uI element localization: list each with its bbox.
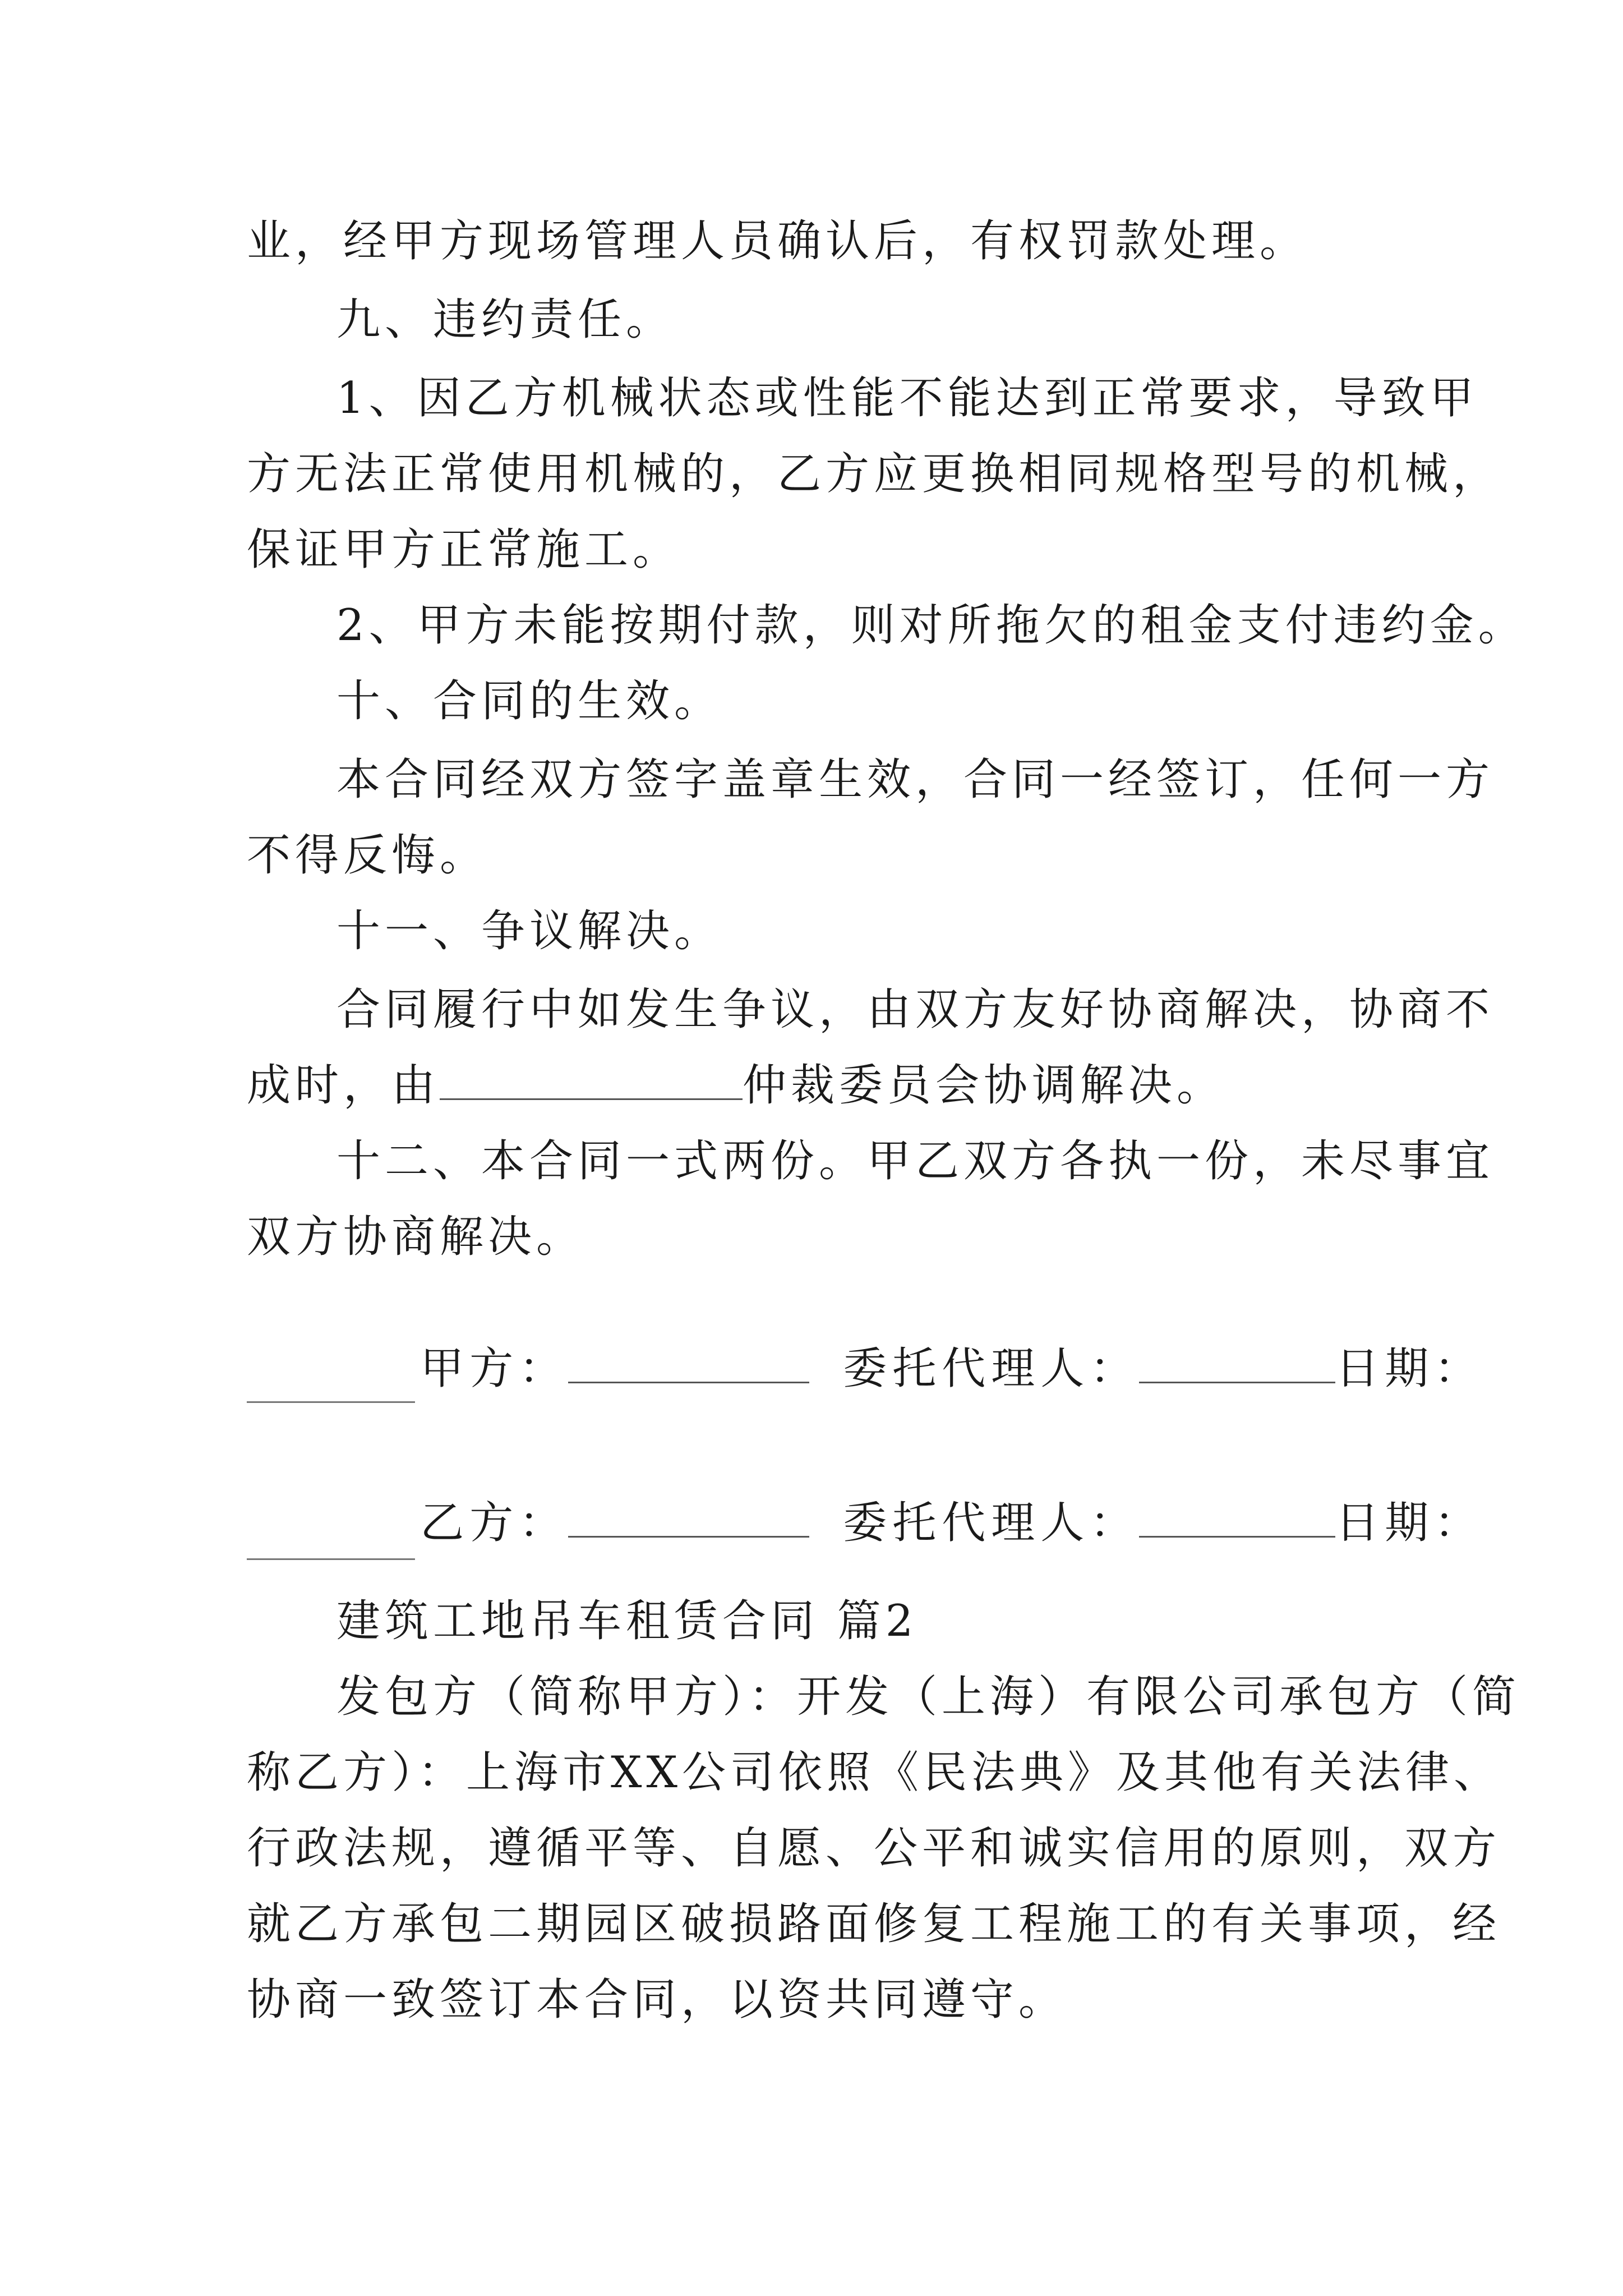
paragraph-line: 协商一致签订本合同，以资共同遵守。: [247, 1975, 1067, 2025]
paragraph-line: 双方协商解决。: [247, 1212, 585, 1262]
text-segment: 仲裁委员会协调解决。: [743, 1060, 1225, 1111]
paragraph-line: 2、甲方未能按期付款，则对所拖欠的租金支付违约金。: [336, 600, 1527, 651]
section-heading: 十、合同的生效。: [336, 676, 723, 726]
paragraph-line: 行政法规，遵循平等、自愿、公平和诚实信用的原则，双方: [247, 1823, 1501, 1874]
text-segment: 成时，由: [247, 1060, 440, 1111]
party-label: 乙方：: [420, 1498, 569, 1548]
party-blank: [568, 1342, 809, 1383]
party-blank: [568, 1497, 809, 1538]
agent-label: 委托代理人：: [843, 1343, 1140, 1394]
date-blank-continued: [247, 1401, 415, 1403]
agent-blank: [1139, 1497, 1335, 1538]
paragraph-line: [247, 1057, 1225, 1114]
date-blank-continued: [247, 1558, 415, 1560]
date-label: 日期：: [1335, 1343, 1484, 1394]
agent-label: 委托代理人：: [843, 1498, 1140, 1548]
section-title: 建筑工地吊车租赁合同 篇2: [336, 1596, 918, 1646]
party-label: 甲方：: [420, 1343, 569, 1394]
paragraph-line: 保证甲方正常施工。: [247, 524, 681, 575]
paragraph-line: 不得反悔。: [247, 830, 488, 881]
paragraph-line: 本合同经双方签字盖章生效，合同一经签订，任何一方: [336, 754, 1495, 805]
paragraph-line: 方无法正常使用机械的，乙方应更换相同规格型号的机械，: [247, 449, 1501, 499]
agent-blank: [1139, 1342, 1335, 1383]
section-heading: 九、违约责任。: [336, 295, 675, 345]
paragraph-line: 称乙方）：上海市XX公司依照《民法典》及其他有关法律、: [247, 1747, 1502, 1798]
signature-row-party-a: [342, 1285, 1483, 1453]
paragraph-line: 1、因乙方机械状态或性能不能达到正常要求，导致甲: [336, 373, 1478, 424]
paragraph-line: 合同履行中如发生争议，由双方友好协商解决，协商不: [336, 984, 1495, 1035]
paragraph-line: 发包方（简称甲方）：开发（上海）有限公司承包方（简: [336, 1672, 1521, 1722]
paragraph-line: 十二、本合同一式两份。甲乙双方各执一份，未尽事宜: [336, 1136, 1495, 1186]
paragraph-line: 业，经甲方现场管理人员确认后，有权罚款处理。: [247, 216, 1308, 266]
section-heading: 十一、争议解决。: [336, 906, 723, 956]
paragraph-line: 就乙方承包二期园区破损路面修复工程施工的有关事项，经: [247, 1899, 1501, 1949]
fill-in-blank: [440, 1059, 743, 1100]
signature-row-party-b: [342, 1439, 1483, 1607]
date-label: 日期：: [1335, 1498, 1484, 1548]
